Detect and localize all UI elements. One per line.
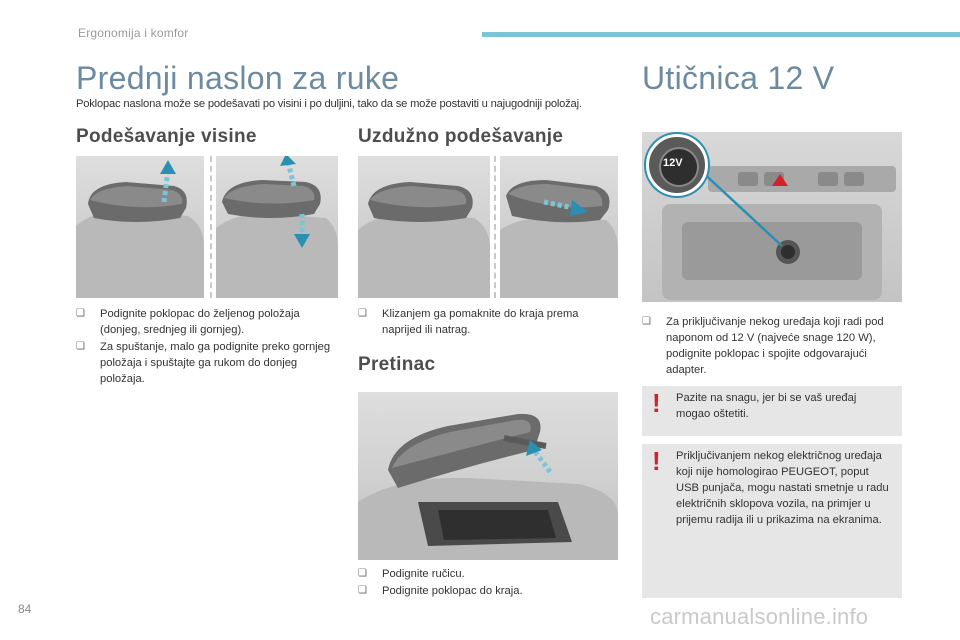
separator: [494, 156, 496, 298]
warning-text: Priključivanjem nekog električnog uređaja koji nije homologirao PEUGEOT, poput USB punjača, mogu nastati smetnje u radu električnih sklopova vozila, na primjer u prijemu radija ili u prikazima na ekranima.: [676, 450, 889, 526]
checkbox-bullet-icon: ❏: [642, 316, 651, 327]
warning-icon: !: [652, 388, 661, 418]
socket-zoom-inset: [646, 134, 708, 196]
height-photo-1: [76, 156, 204, 298]
socket-instructions: [642, 314, 898, 379]
height-photo-2: [216, 156, 338, 298]
section-label: Ergonomija i komfor: [78, 26, 189, 40]
storage-heading: Pretinac: [358, 354, 436, 375]
page-number: 84: [18, 602, 32, 616]
armrest-title: Prednji naslon za ruke: [76, 60, 400, 96]
length-photo-1: [358, 156, 490, 298]
warning-icon: !: [652, 446, 661, 476]
warning-note: [642, 444, 902, 598]
accent-bar: [482, 32, 960, 37]
list-item: ❏ Podignite poklopac do željenog položaja (donjeg, srednjeg ili gornjeg).: [76, 308, 300, 336]
warning-note: [642, 386, 902, 436]
list-item: ❏ Za priključivanje nekog uređaja koji radi pod naponom od 12 V (najveće snage 120 W), podignite poklopac i spojite odgovarajući adapter.: [642, 316, 884, 376]
length-photo-2: [500, 156, 618, 298]
list-item: ❏ Podignite ručicu.: [358, 568, 465, 580]
height-heading: Podešavanje visine: [76, 126, 257, 147]
storage-photo: [358, 392, 618, 560]
watermark: carmanualsonline.info: [650, 604, 869, 629]
checkbox-bullet-icon: ❏: [358, 585, 367, 596]
socket-title: Utičnica 12 V: [642, 60, 835, 96]
socket-badge: 12V: [663, 157, 683, 169]
armrest-intro: Poklopac naslona može se podešavati po visini i po duljini, tako da se može postaviti u najugodniji položaj.: [76, 98, 582, 110]
warning-text: Pazite na snagu, jer bi se vaš uređaj mogao oštetiti.: [676, 392, 857, 420]
storage-instructions: [358, 566, 618, 600]
checkbox-bullet-icon: ❏: [76, 308, 85, 319]
length-instructions: [358, 306, 618, 339]
height-instructions: [76, 306, 332, 388]
checkbox-bullet-icon: ❏: [358, 308, 367, 319]
checkbox-bullet-icon: ❏: [76, 341, 85, 352]
separator: [210, 156, 212, 298]
list-item: ❏ Za spuštanje, malo ga podignite preko gornjeg položaja i spuštajte ga rukom do donjeg položaja.: [76, 341, 331, 385]
length-heading: Uzdužno podešavanje: [358, 126, 564, 147]
list-item: ❏ Podignite poklopac do kraja.: [358, 585, 523, 597]
checkbox-bullet-icon: ❏: [358, 568, 367, 579]
list-item: ❏ Klizanjem ga pomaknite do kraja prema naprijed ili natrag.: [358, 308, 579, 336]
